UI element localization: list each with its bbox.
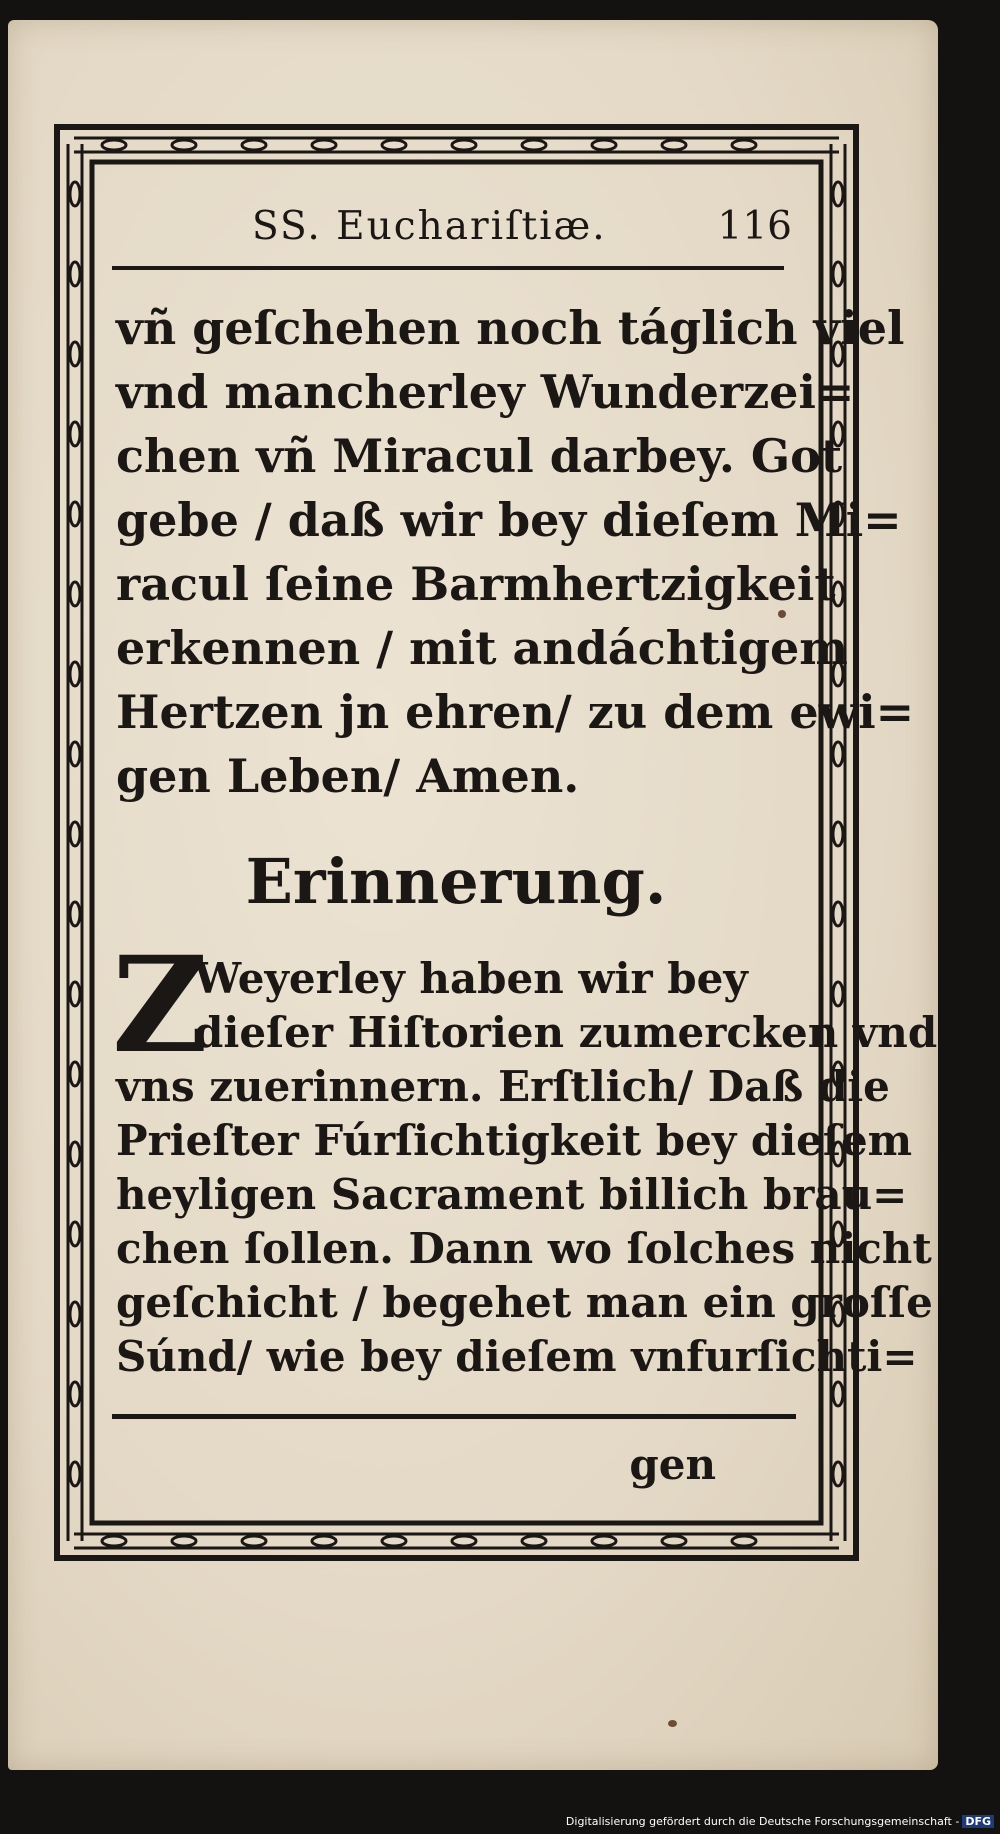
text-line: Súnd/ wie bey dieſem vnfurſichti=: [116, 1332, 918, 1381]
digitization-credit: [566, 1815, 994, 1828]
border-knot: [833, 822, 843, 846]
text-line: Weyerley haben wir bey: [194, 954, 748, 1003]
border-knot: [732, 140, 756, 150]
section-paragraph: [112, 928, 938, 1384]
border-knot: [70, 1462, 80, 1486]
text-line: gen Leben/ Amen.: [116, 749, 580, 803]
page-header: [112, 204, 792, 264]
border-knot: [70, 902, 80, 926]
border-knot: [172, 140, 196, 150]
border-knot: [70, 1302, 80, 1326]
border-knot: [102, 140, 126, 150]
text-line: dieſer Hiſtorien zumercken vnd: [194, 1008, 938, 1057]
border-knot: [833, 982, 843, 1006]
credit-text: Digitalisierung gefördert durch die Deutsche Forschungsgemeinschaft -: [565, 1815, 960, 1828]
text-line: vns zuerinnern. Erſtlich/ Daß die: [116, 1062, 890, 1111]
border-knot: [70, 582, 80, 606]
text-line: vnd mancherley Wunderzei=: [116, 365, 855, 419]
border-knot: [732, 1536, 756, 1546]
border-knot: [382, 140, 406, 150]
text-line: gebe / daß wir bey dieſem Mi=: [116, 493, 902, 547]
border-knot: [382, 1536, 406, 1546]
text-line: heyligen Sacrament billich brau=: [116, 1170, 908, 1219]
text-line: chen vñ Miracul darbey. Got: [116, 429, 843, 483]
border-knot: [312, 1536, 336, 1546]
book-page: [8, 20, 938, 1770]
border-knot: [70, 1062, 80, 1086]
text-line: Hertzen jn ehren/ zu dem ewi=: [116, 685, 915, 739]
catchword: gen: [629, 1440, 716, 1489]
border-knot: [70, 982, 80, 1006]
border-knot: [70, 1222, 80, 1246]
border-knot: [70, 742, 80, 766]
text-line: Prieſter Fúrſichtigkeit bey dieſem: [116, 1116, 913, 1165]
border-knot: [242, 140, 266, 150]
border-knot: [242, 1536, 266, 1546]
border-knot: [662, 1536, 686, 1546]
text-line: racul ſeine Barmhertzigkeit: [116, 557, 836, 611]
border-knot: [70, 1382, 80, 1406]
border-knot: [592, 1536, 616, 1546]
border-knot: [592, 140, 616, 150]
border-knot: [172, 1536, 196, 1546]
page-number: 116: [717, 204, 792, 249]
text-line: geſchicht / begehet man ein groſſe: [116, 1278, 933, 1327]
paper-stain: [668, 1720, 677, 1727]
text-line: erkennen / mit andáchtigem: [116, 621, 848, 675]
border-knot: [102, 1536, 126, 1546]
border-knot: [833, 262, 843, 286]
running-title: SS. Euchariſtiæ.: [252, 204, 607, 249]
border-knot: [452, 1536, 476, 1546]
text-line: chen ſollen. Dann wo ſolches nicht: [116, 1224, 932, 1273]
footer-rule: [112, 1414, 796, 1419]
border-knot: [70, 502, 80, 526]
border-knot: [833, 1462, 843, 1486]
border-knot: [522, 140, 546, 150]
border-knot: [312, 140, 336, 150]
border-knot: [662, 140, 686, 150]
border-knot: [70, 662, 80, 686]
drop-cap: Z: [112, 928, 209, 1083]
border-knot: [70, 182, 80, 206]
border-knot: [70, 422, 80, 446]
text-line: vñ geſchehen noch táglich viel: [116, 301, 905, 355]
body-paragraph: [116, 296, 915, 808]
dfg-logo: DFG: [962, 1815, 994, 1828]
section-heading: Erinnerung.: [245, 845, 667, 918]
border-knot: [833, 182, 843, 206]
border-knot: [70, 262, 80, 286]
header-rule: [112, 266, 784, 270]
border-knot: [833, 902, 843, 926]
border-knot: [833, 742, 843, 766]
border-knot: [70, 342, 80, 366]
border-knot: [833, 1382, 843, 1406]
border-knot: [70, 1142, 80, 1166]
border-knot: [70, 822, 80, 846]
border-knot: [452, 140, 476, 150]
border-knot: [522, 1536, 546, 1546]
